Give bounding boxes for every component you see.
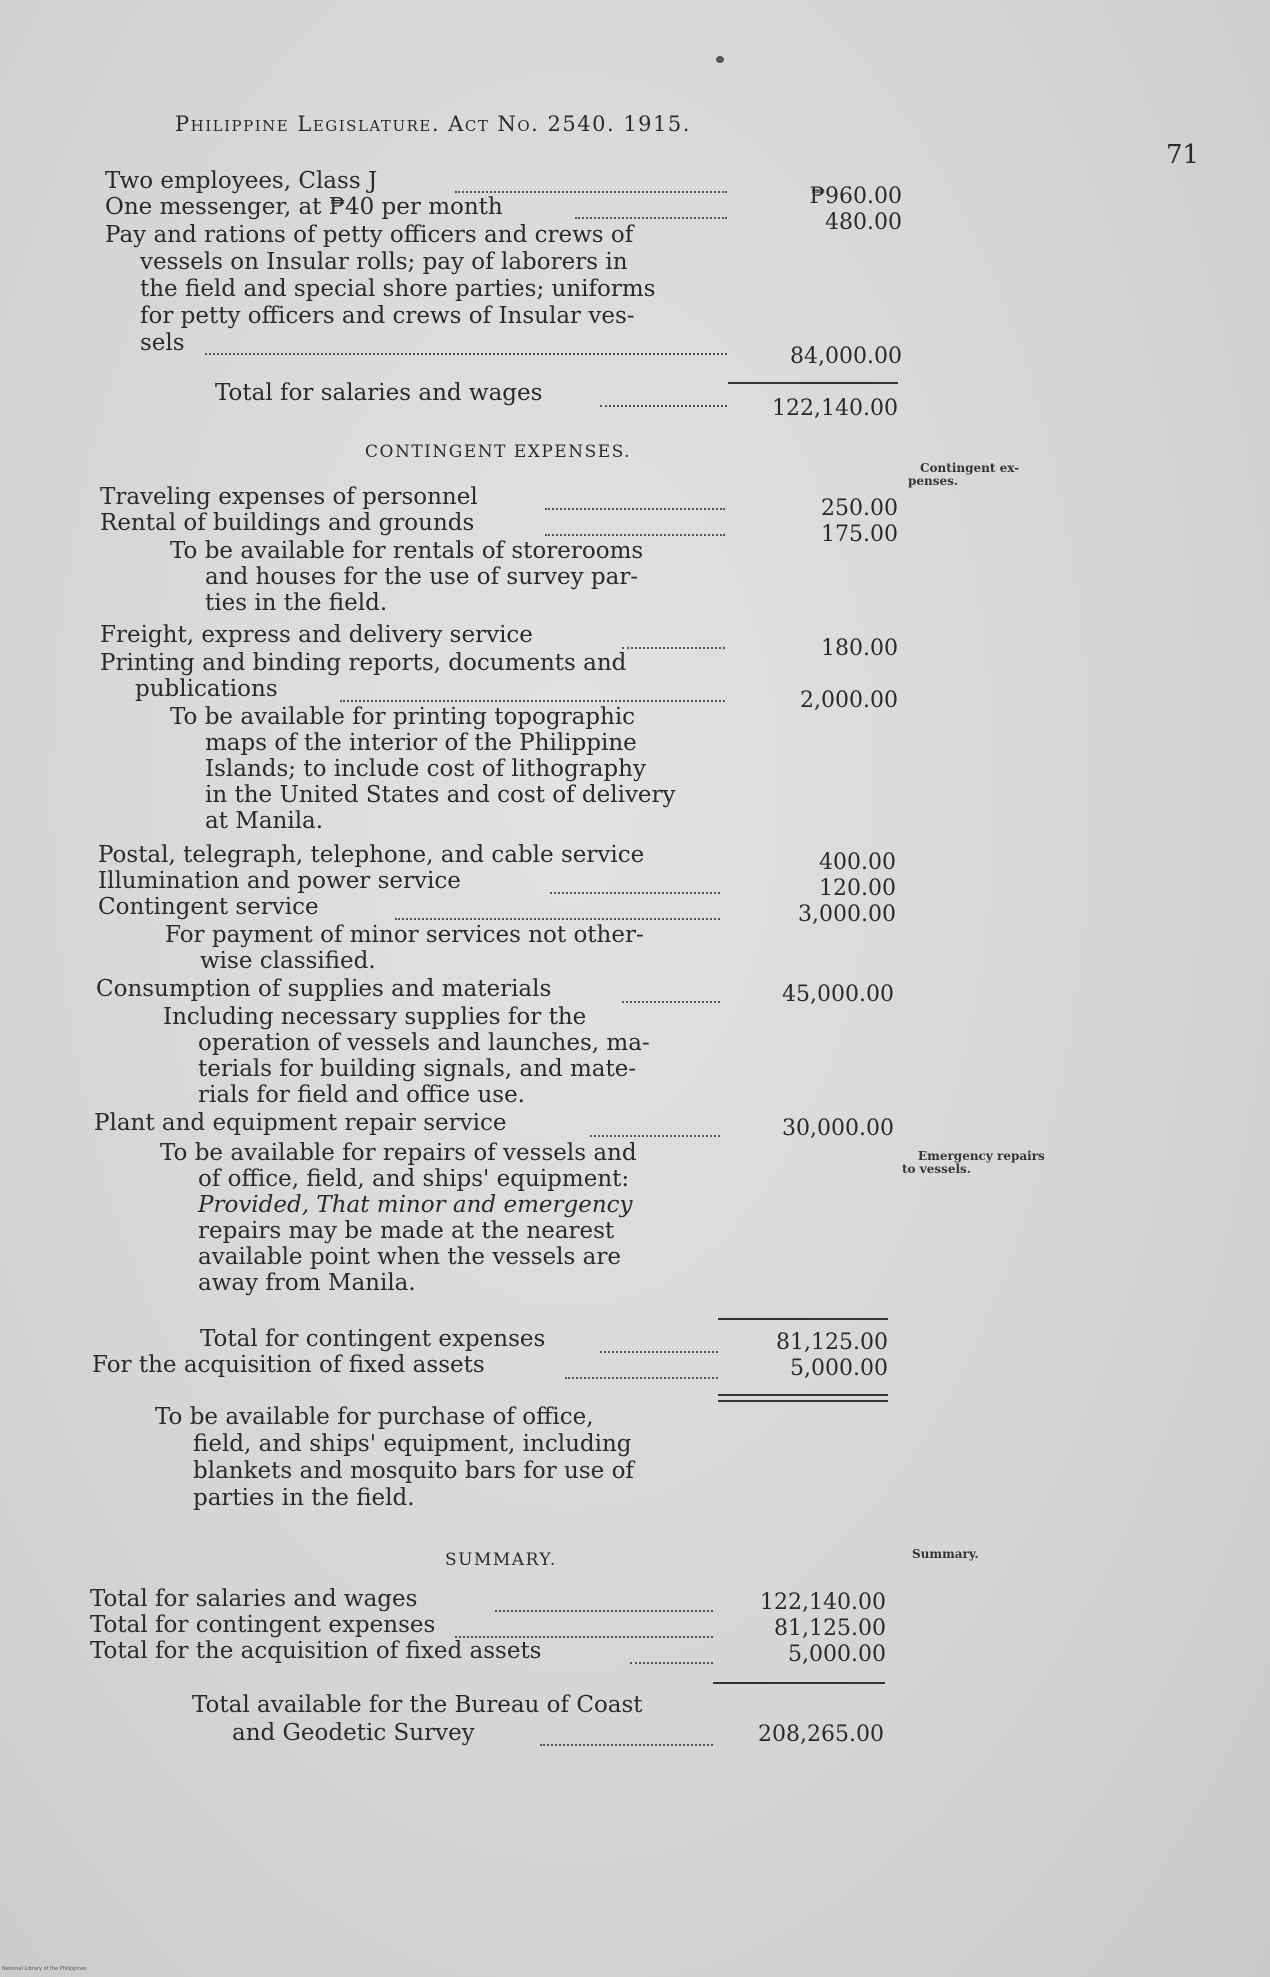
note-plant-6: away from Manila. (198, 1270, 416, 1296)
line-printing-1: Printing and binding reports, documents and (100, 650, 627, 676)
note-rental-1: To be available for rentals of storerooms (170, 538, 644, 564)
line-summary-fixed: Total for the acquisition of fixed assets (90, 1638, 542, 1664)
line-total-contingent: Total for contingent expenses (200, 1326, 546, 1352)
line-illumination: Illumination and power service (98, 868, 461, 894)
note-rental-3: ties in the field. (205, 590, 388, 616)
leader (622, 646, 725, 649)
note-printing-4: in the United States and cost of delivery (205, 782, 676, 808)
amount-illumination: 120.00 (819, 876, 896, 901)
note-consumption-1: Including necessary supplies for the (163, 1004, 587, 1030)
leader (545, 533, 725, 536)
line-pay-rations-4: for petty officers and crews of Insular ves- (140, 303, 635, 329)
sum-rule (713, 1682, 885, 1684)
amount-summary-contingent: 81,125.00 (774, 1616, 886, 1641)
amount-class-j: ₱960.00 (809, 184, 902, 209)
margin-note-contingent-2: penses. (908, 474, 959, 488)
note-printing-5: at Manila. (205, 808, 324, 834)
note-consumption-3: terials for building signals, and mate- (198, 1056, 637, 1082)
leader (395, 917, 720, 920)
leader (550, 891, 720, 894)
leader (600, 404, 727, 407)
line-grand-total-1: Total available for the Bureau of Coast (192, 1692, 643, 1718)
running-head: Philippine Legislature. Act No. 2540. 1915. (175, 112, 691, 136)
leader (540, 1743, 713, 1746)
amount-summary-salaries: 122,140.00 (760, 1590, 886, 1615)
margin-note-summary: Summary. (912, 1547, 979, 1561)
line-pay-rations-2: vessels on Insular rolls; pay of laborers in (140, 249, 628, 275)
note-fixed-3: blankets and mosquito bars for use of (193, 1458, 634, 1484)
amount-total-salaries: 122,140.00 (772, 396, 898, 421)
leader (630, 1661, 713, 1664)
amount-postal: 400.00 (819, 850, 896, 875)
line-rental: Rental of buildings and grounds (100, 510, 475, 536)
line-grand-total-2: and Geodetic Survey (232, 1720, 475, 1746)
note-consumption-4: rials for field and office use. (198, 1082, 525, 1108)
amount-pay-rations: 84,000.00 (790, 344, 902, 369)
line-postal: Postal, telegraph, telephone, and cable service (98, 842, 645, 868)
line-total-salaries: Total for salaries and wages (215, 380, 543, 406)
line-freight: Freight, express and delivery service (100, 622, 533, 648)
note-fixed-4: parties in the field. (193, 1485, 415, 1511)
amount-messenger: 480.00 (825, 210, 902, 235)
line-summary-contingent: Total for contingent expenses (90, 1612, 436, 1638)
leader (575, 216, 727, 219)
amount-rental: 175.00 (821, 522, 898, 547)
heading-summary: SUMMARY. (445, 1550, 557, 1570)
line-messenger: One messenger, at ₱40 per month (105, 194, 503, 220)
leader (600, 1350, 718, 1353)
note-plant-4: repairs may be made at the nearest (198, 1218, 615, 1244)
page-number: 71 (1166, 140, 1200, 170)
note-plant-1: To be available for repairs of vessels and (160, 1140, 637, 1166)
line-pay-rations-1: Pay and rations of petty officers and crews of (105, 222, 634, 248)
note-printing-2: maps of the interior of the Philippine (205, 730, 637, 756)
amount-plant: 30,000.00 (782, 1116, 894, 1141)
line-contingent-service: Contingent service (98, 894, 319, 920)
note-printing-1: To be available for printing topographic (170, 704, 636, 730)
amount-fixed-assets: 5,000.00 (790, 1356, 888, 1381)
margin-note-emergency-1: Emergency repairs (918, 1149, 1045, 1163)
double-rule-top (718, 1394, 888, 1396)
note-plant-5: available point when the vessels are (198, 1244, 621, 1270)
amount-traveling: 250.00 (821, 496, 898, 521)
leader (622, 1000, 720, 1003)
line-consumption: Consumption of supplies and materials (96, 976, 552, 1002)
sum-rule (728, 382, 898, 384)
amount-freight: 180.00 (821, 636, 898, 661)
margin-note-emergency-2: to vessels. (902, 1162, 971, 1176)
amount-contingent-service: 3,000.00 (798, 902, 896, 927)
amount-printing: 2,000.00 (800, 688, 898, 713)
amount-summary-fixed: 5,000.00 (788, 1642, 886, 1667)
line-fixed-assets: For the acquisition of fixed assets (92, 1352, 485, 1378)
leader (340, 699, 725, 702)
note-printing-3: Islands; to include cost of lithography (205, 756, 646, 782)
leader (590, 1134, 720, 1137)
note-plant-3: Provided, That minor and emergency (198, 1192, 633, 1218)
line-printing-2: publications (135, 676, 278, 702)
note-fixed-2: field, and ships' equipment, including (193, 1431, 632, 1457)
line-pay-rations-3: the field and special shore parties; uniforms (140, 276, 656, 302)
ink-speck (716, 56, 724, 63)
note-fixed-1: To be available for purchase of office, (155, 1404, 594, 1430)
line-summary-salaries: Total for salaries and wages (90, 1586, 418, 1612)
amount-total-contingent: 81,125.00 (776, 1330, 888, 1355)
leader (565, 1376, 718, 1379)
line-plant: Plant and equipment repair service (94, 1110, 507, 1136)
line-pay-rations-5: sels (140, 330, 185, 356)
note-plant-2: of office, field, and ships' equipment: (198, 1166, 630, 1192)
margin-note-contingent-1: Contingent ex- (920, 461, 1020, 475)
amount-consumption: 45,000.00 (782, 982, 894, 1007)
double-rule-bottom (718, 1400, 888, 1402)
note-contingent-1: For payment of minor services not other- (165, 922, 644, 948)
line-class-j: Two employees, Class J (105, 168, 378, 194)
heading-contingent: CONTINGENT EXPENSES. (365, 442, 632, 462)
leader (545, 507, 725, 510)
line-traveling: Traveling expenses of personnel (100, 484, 478, 510)
note-consumption-2: operation of vessels and launches, ma- (198, 1030, 650, 1056)
leader (455, 190, 727, 193)
footer-watermark: National Library of the Philippines (2, 1966, 87, 1972)
sum-rule (718, 1318, 888, 1320)
note-contingent-2: wise classified. (200, 948, 376, 974)
leader (205, 352, 727, 355)
leader (495, 1609, 713, 1612)
amount-grand-total: 208,265.00 (758, 1722, 884, 1747)
note-rental-2: and houses for the use of survey par- (205, 564, 639, 590)
